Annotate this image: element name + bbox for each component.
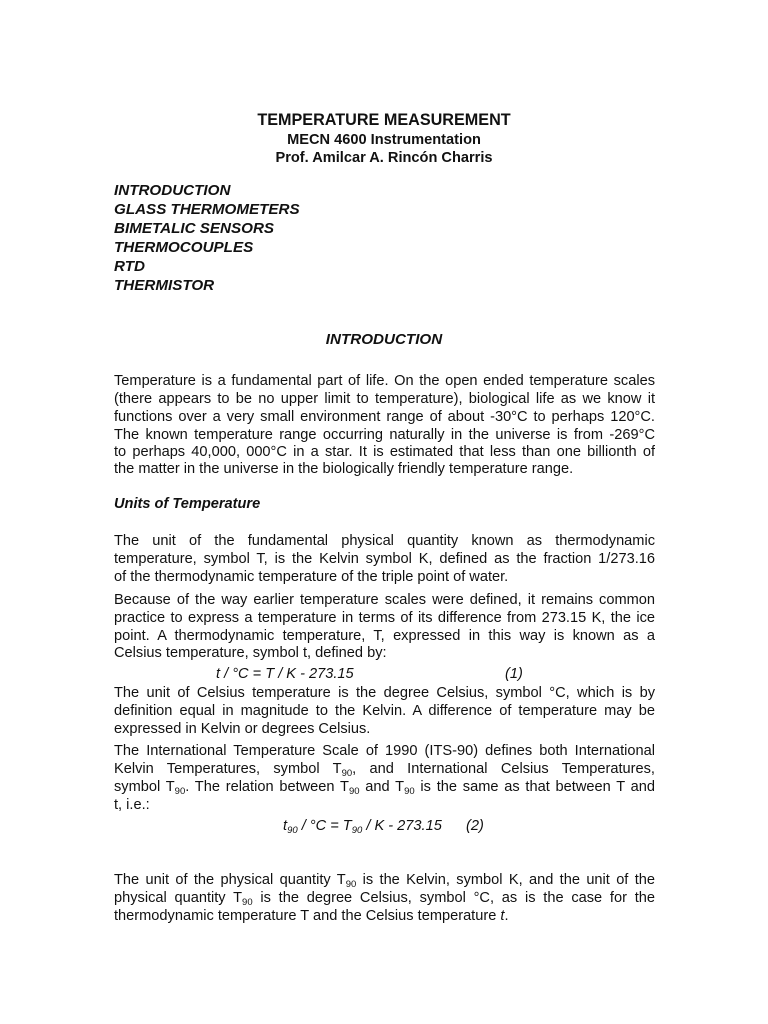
paragraph-line: of the thermodynamic temperature of the triple point of water. — [114, 569, 509, 585]
paragraph-line: symbol $T_{90}$. The relation between $T_{90}$ and $T_{90}$ is the same as that between T and — [114, 779, 655, 796]
equation-1: t / °C = T / K - 273.15 — [216, 666, 354, 682]
toc-item: RTD — [114, 258, 145, 275]
toc-item: INTRODUCTION — [114, 182, 231, 199]
paragraph-line: expressed in Kelvin or degrees Celsius. — [114, 721, 371, 737]
paragraph-line: thermodynamic temperature T and the Celsius temperature t. — [114, 908, 509, 924]
toc-item: THERMISTOR — [114, 277, 215, 294]
paragraph-line: Celsius temperature, symbol t, defined by: — [114, 645, 387, 661]
paragraph-line: physical quantity $T_{90}$ is the degree Celsius, symbol °C, as is the case for the — [114, 890, 655, 907]
paragraph-line: Kelvin Temperatures, symbol $T_{90}$, and International Celsius Temperatures, — [114, 761, 655, 778]
toc-item: GLASS THERMOMETERS — [114, 201, 300, 218]
paragraph-line: to perhaps 40,000, 000°C in a star. It is estimated that less than one billionth of — [114, 444, 655, 460]
subsection-heading: Units of Temperature — [114, 496, 261, 512]
author-name: Prof. Amilcar A. Rincón Charris — [275, 150, 493, 166]
paragraph-line: The International Temperature Scale of 1990 (ITS-90) defines both International — [114, 743, 655, 759]
paragraph-line: The unit of the physical quantity $T_{90}$ is the Kelvin, symbol K, and the unit of the — [114, 872, 655, 889]
paragraph-line: The unit of Celsius temperature is the degree Celsius, symbol °C, which is by — [114, 685, 655, 701]
course-name: MECN 4600 Instrumentation — [287, 132, 481, 148]
paragraph-line: point. A thermodynamic temperature, T, expressed in this way is known as a — [114, 628, 655, 644]
toc-item: BIMETALIC SENSORS — [114, 220, 275, 237]
document-title: TEMPERATURE MEASUREMENT — [257, 111, 511, 129]
equation-2: $t_{90} / ^\circ C = T_{90} / K - 273.15$ — [283, 818, 442, 836]
paragraph-line: The unit of the fundamental physical quantity known as thermodynamic — [114, 533, 655, 549]
paragraph-line: (there appears to be no upper limit to temperature), biological life as we know it — [114, 391, 655, 407]
paragraph-line: The known temperature range occurring naturally in the universe is from -269°C — [114, 427, 655, 443]
paragraph-line: Temperature is a fundamental part of life. On the open ended temperature scales — [114, 373, 655, 389]
toc-item: THERMOCOUPLES — [114, 239, 254, 256]
paragraph-line: definition equal in magnitude to the Kelvin. A difference of temperature may be — [114, 703, 655, 719]
equation-2-number: (2) — [466, 818, 484, 834]
paragraph-line: functions over a very small environment range of about -30°C to perhaps 120°C. — [114, 409, 655, 425]
paragraph-line: temperature, symbol T, is the Kelvin symbol K, defined as the fraction 1/273.16 — [114, 551, 655, 567]
paragraph-line: Because of the way earlier temperature scales were defined, it remains common — [114, 592, 655, 608]
paragraph-line: the matter in the universe in the biologically friendly temperature range. — [114, 461, 574, 477]
equation-1-number: (1) — [505, 666, 523, 682]
paragraph-line: practice to express a temperature in terms of its difference from 273.15 K, the ice — [114, 610, 655, 626]
section-heading: INTRODUCTION — [325, 331, 443, 348]
paragraph-line: t, i.e.: — [114, 797, 150, 813]
